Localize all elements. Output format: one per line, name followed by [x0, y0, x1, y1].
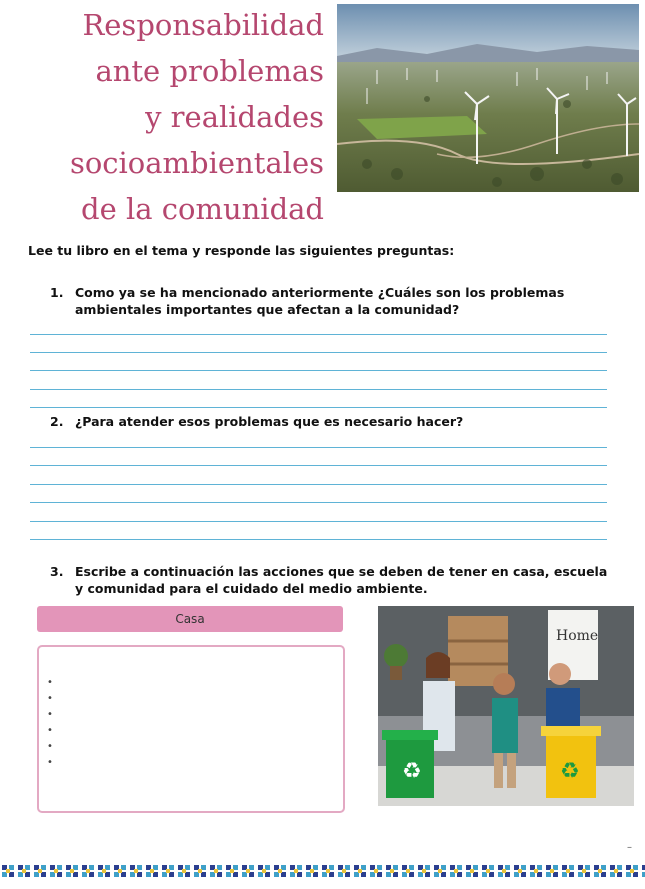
- title-line: socioambientales: [69, 146, 324, 180]
- bullet-point: •: [47, 677, 53, 688]
- answer-line[interactable]: [30, 389, 607, 390]
- title-line: de la comunidad: [81, 192, 324, 226]
- home-sign-text: Home: [556, 628, 599, 644]
- question-number: 2.: [50, 414, 64, 429]
- answer-line[interactable]: [30, 502, 607, 503]
- bullet-point: •: [47, 709, 53, 720]
- question-1: [50, 284, 610, 318]
- question-text: ¿Para atender esos problemas que es necesario hacer?: [75, 414, 464, 429]
- recycle-icon: ♻: [560, 759, 580, 784]
- wind-farm-photo: [337, 4, 639, 192]
- bullet-point: •: [47, 693, 53, 704]
- worksheet-title: [20, 2, 324, 232]
- question-2: [50, 413, 610, 430]
- bullet-list: [47, 675, 53, 771]
- bullet-point: •: [47, 725, 53, 736]
- decorative-border: [0, 860, 645, 882]
- casa-header: Casa: [37, 606, 343, 632]
- instructions: Lee tu libro en el tema y responde las siguientes preguntas:: [28, 243, 455, 258]
- answer-line[interactable]: [30, 334, 607, 335]
- answer-line[interactable]: [30, 407, 607, 408]
- answer-line[interactable]: [30, 465, 607, 466]
- answer-line[interactable]: [30, 447, 607, 448]
- family-recycling-photo: [378, 606, 634, 806]
- family-recycling-illustration: [378, 606, 634, 806]
- title-line: ante problemas: [95, 54, 324, 88]
- bullet-point: •: [47, 757, 53, 768]
- question-3: [50, 563, 610, 597]
- answer-line[interactable]: [30, 370, 607, 371]
- wind-farm-illustration: [337, 4, 639, 192]
- title-line: y realidades: [145, 100, 324, 134]
- recycle-icon: ♻: [402, 759, 422, 784]
- question-number: 3.: [50, 564, 64, 579]
- page-mark: –: [627, 842, 632, 853]
- question-number: 1.: [50, 285, 64, 300]
- answer-line[interactable]: [30, 521, 607, 522]
- question-text: Como ya se ha mencionado anteriormente ¿Cuáles son los problemas ambientales importantes que afectan a la comunidad?: [75, 285, 565, 317]
- answer-line[interactable]: [30, 539, 607, 540]
- answer-line[interactable]: [30, 484, 607, 485]
- question-text: Escribe a continuación las acciones que se deben de tener en casa, escuela y comunidad para el cuidado del medio ambiente.: [75, 564, 608, 596]
- bullet-point: •: [47, 741, 53, 752]
- title-line: Responsabilidad: [82, 8, 324, 42]
- answer-line[interactable]: [30, 352, 607, 353]
- casa-answer-box[interactable]: [37, 645, 345, 813]
